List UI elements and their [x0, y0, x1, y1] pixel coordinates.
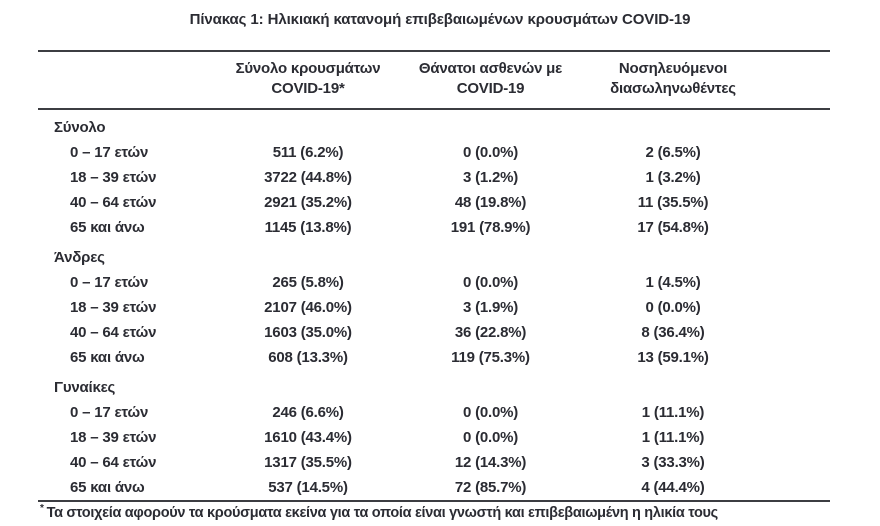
header-row	[38, 51, 830, 109]
intubated-cell: 11 (35.5%)	[637, 194, 709, 211]
header-intubated-line1: Νοσηλευόμενοι	[618, 60, 728, 77]
table-row	[38, 320, 830, 345]
filler-cell	[768, 215, 830, 240]
total-cases-cell: 1317 (35.5%)	[264, 454, 352, 471]
table-row	[38, 450, 830, 475]
intubated-cell: 1 (11.1%)	[641, 429, 705, 446]
intubated-cell: 1 (4.5%)	[645, 274, 701, 291]
section-header-row-women	[38, 370, 830, 400]
filler-cell	[768, 450, 830, 475]
deaths-cell: 12 (14.3%)	[454, 454, 527, 471]
deaths-cell: 0 (0.0%)	[462, 144, 519, 161]
deaths-cell: 36 (22.8%)	[454, 324, 527, 341]
filler-cell	[768, 475, 830, 501]
age-label-cell: 0 – 17 ετών	[70, 274, 149, 291]
header-intubated	[578, 51, 768, 109]
filler-cell	[768, 165, 830, 190]
intubated-cell: 13 (59.1%)	[637, 349, 709, 366]
deaths-cell: 3 (1.9%)	[462, 299, 519, 316]
section-label: Άνδρες	[54, 249, 105, 266]
age-label-cell: 40 – 64 ετών	[70, 324, 157, 341]
header-deaths-line2: COVID-19	[456, 80, 525, 97]
deaths-cell: 3 (1.2%)	[462, 169, 519, 186]
header-empty-cell	[38, 51, 213, 109]
intubated-cell: 17 (54.8%)	[637, 219, 709, 236]
header-total-cases-line1: Σύνολο κρουσμάτων	[235, 60, 381, 77]
deaths-cell: 48 (19.8%)	[454, 194, 527, 211]
age-label-cell: 18 – 39 ετών	[70, 429, 157, 446]
table-row	[38, 215, 830, 240]
intubated-cell: 1 (3.2%)	[645, 169, 701, 186]
section-header-row-men	[38, 240, 830, 270]
total-cases-cell: 608 (13.3%)	[268, 349, 348, 366]
deaths-cell: 0 (0.0%)	[462, 404, 519, 421]
deaths-cell: 0 (0.0%)	[462, 429, 519, 446]
filler-cell	[768, 190, 830, 215]
section-header-row-total	[38, 109, 830, 140]
deaths-cell: 0 (0.0%)	[462, 274, 519, 291]
intubated-cell: 8 (36.4%)	[641, 324, 705, 341]
footnote-marker: *	[40, 503, 44, 514]
age-label-cell: 40 – 64 ετών	[70, 454, 157, 471]
age-label-cell: 65 και άνω	[70, 479, 145, 496]
intubated-cell: 4 (44.4%)	[641, 479, 705, 496]
header-intubated-line2: διασωληνωθέντες	[610, 80, 736, 97]
filler-cell	[768, 270, 830, 295]
table-row	[38, 425, 830, 450]
filler-cell	[768, 425, 830, 450]
deaths-cell: 119 (75.3%)	[451, 349, 530, 366]
intubated-cell: 0 (0.0%)	[645, 299, 701, 316]
total-cases-cell: 246 (6.6%)	[272, 404, 344, 421]
age-label-cell: 18 – 39 ετών	[70, 299, 157, 316]
table-title: Πίνακας 1: Ηλικιακή κατανομή επιβεβαιωμένων κρουσμάτων COVID-19	[189, 11, 691, 28]
table-row	[38, 475, 830, 501]
total-cases-cell: 1603 (35.0%)	[264, 324, 352, 341]
intubated-cell: 2 (6.5%)	[645, 144, 701, 161]
covid-age-distribution-table	[38, 50, 830, 502]
total-cases-cell: 537 (14.5%)	[268, 479, 348, 496]
filler-cell	[768, 140, 830, 165]
age-label-cell: 40 – 64 ετών	[70, 194, 157, 211]
deaths-cell: 191 (78.9%)	[450, 219, 531, 236]
age-label-cell: 65 και άνω	[70, 219, 145, 236]
filler-cell	[768, 400, 830, 425]
filler-cell	[768, 320, 830, 345]
total-cases-cell: 265 (5.8%)	[272, 274, 344, 291]
age-label-cell: 0 – 17 ετών	[70, 144, 149, 161]
deaths-cell: 72 (85.7%)	[454, 479, 527, 496]
table-row	[38, 400, 830, 425]
intubated-cell: 3 (33.3%)	[641, 454, 705, 471]
table-row	[38, 190, 830, 215]
header-total-cases	[213, 51, 403, 109]
header-deaths-line1: Θάνατοι ασθενών με	[418, 60, 563, 77]
table-row	[38, 295, 830, 320]
total-cases-cell: 2107 (46.0%)	[264, 299, 352, 316]
filler-cell	[768, 345, 830, 370]
table-row	[38, 270, 830, 295]
table-row	[38, 165, 830, 190]
age-label-cell: 65 και άνω	[70, 349, 145, 366]
header-filler-cell	[768, 51, 830, 109]
total-cases-cell: 3722 (44.8%)	[264, 169, 352, 186]
total-cases-cell: 511 (6.2%)	[272, 144, 344, 161]
section-label: Σύνολο	[54, 119, 106, 136]
age-label-cell: 0 – 17 ετών	[70, 404, 149, 421]
header-total-cases-line2: COVID-19*	[271, 80, 345, 97]
section-label: Γυναίκες	[54, 379, 116, 396]
header-deaths	[403, 51, 578, 109]
footnote-text: Τα στοιχεία αφορούν τα κρούσματα εκείνα για τα οποία είναι γνωστή και επιβεβαιωμένη η ηλικία τους	[46, 504, 718, 521]
total-cases-cell: 1610 (43.4%)	[264, 429, 352, 446]
total-cases-cell: 1145 (13.8%)	[264, 219, 352, 236]
intubated-cell: 1 (11.1%)	[641, 404, 705, 421]
table-row	[38, 140, 830, 165]
age-label-cell: 18 – 39 ετών	[70, 169, 157, 186]
filler-cell	[768, 295, 830, 320]
table-row	[38, 345, 830, 370]
total-cases-cell: 2921 (35.2%)	[264, 194, 352, 211]
footnote	[40, 503, 840, 521]
